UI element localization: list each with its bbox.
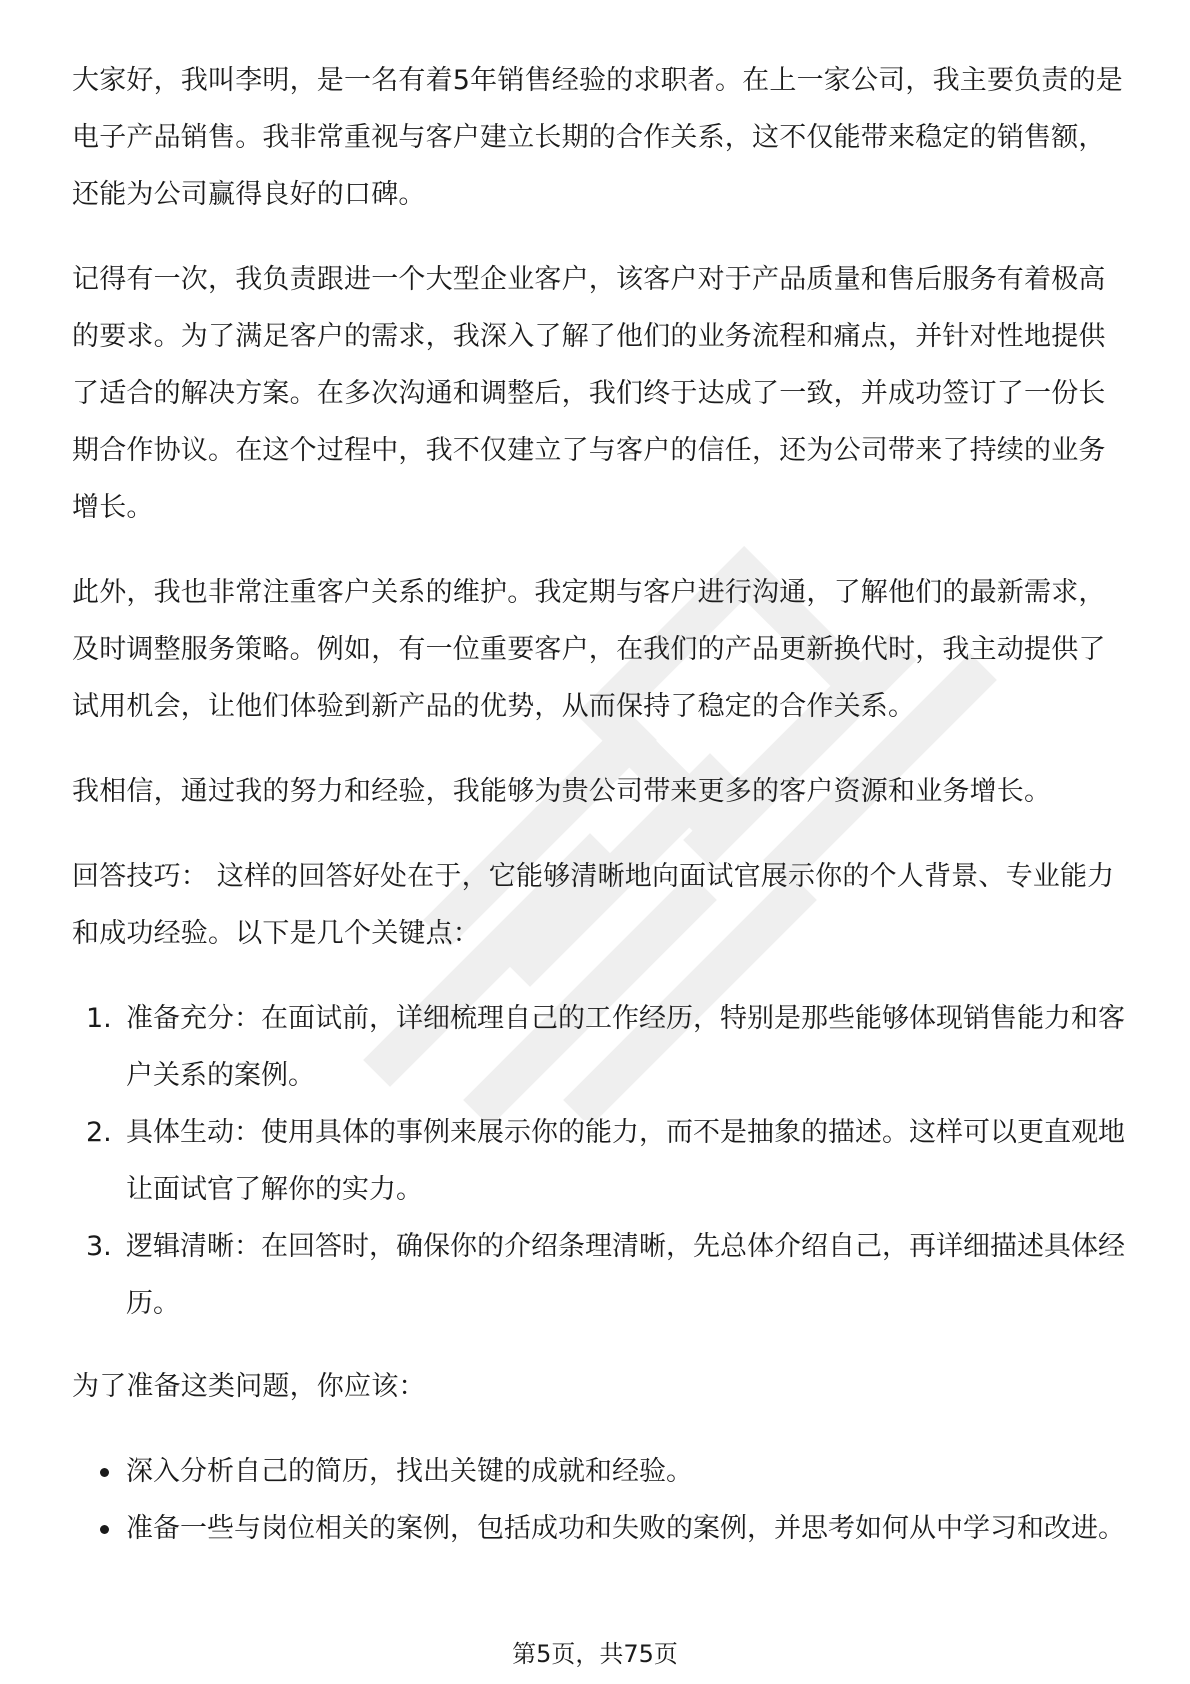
list-item-text: 准备充分：在面试前，详细梳理自己的工作经历，特别是那些能够体现销售能力和客户关系的案例。 xyxy=(126,1003,1125,1091)
prep-list xyxy=(72,1443,1128,1557)
list-item-text: 深入分析自己的简历，找出关键的成就和经验。 xyxy=(126,1456,693,1487)
list-item xyxy=(72,1218,1128,1332)
paragraph-story: 记得有一次，我负责跟进一个大型企业客户，该客户对于产品质量和售后服务有着极高的要求。为了满足客户的需求，我深入了解了他们的业务流程和痛点，并针对性地提供了适合的解决方案。在多次沟通和调整后，我们终于达成了一致，并成功签订了一份长期合作协议。在这个过程中，我不仅建立了与客户的信任，还为公司带来了持续的业务增长。 xyxy=(72,264,1106,523)
list-item-text: 准备一些与岗位相关的案例，包括成功和失败的案例，并思考如何从中学习和改进。 xyxy=(126,1513,1125,1544)
paragraph-prep-intro: 为了准备这类问题，你应该： xyxy=(72,1371,426,1402)
bullet-icon xyxy=(100,1468,109,1477)
page-number: 第5页，共75页 xyxy=(512,1640,678,1668)
paragraph-tips-intro: 回答技巧： 这样的回答好处在于，它能够清晰地向面试官展示你的个人背景、专业能力和成功经验。以下是几个关键点： xyxy=(72,861,1115,949)
list-item xyxy=(72,990,1128,1104)
list-item xyxy=(72,1104,1128,1218)
list-number: 3. xyxy=(86,1231,112,1262)
paragraph-intro: 大家好，我叫李明，是一名有着5年销售经验的求职者。在上一家公司，我主要负责的是电子产品销售。我非常重视与客户建立长期的合作关系，这不仅能带来稳定的销售额，还能为公司赢得良好的口碑。 xyxy=(72,65,1123,210)
list-item-text: 逻辑清晰：在回答时，确保你的介绍条理清晰，先总体介绍自己，再详细描述具体经历。 xyxy=(126,1231,1125,1319)
document-body xyxy=(72,52,1128,1557)
list-number: 2. xyxy=(86,1117,112,1148)
list-item-text: 具体生动：使用具体的事例来展示你的能力，而不是抽象的描述。这样可以更直观地让面试官了解你的实力。 xyxy=(126,1117,1125,1205)
tips-list xyxy=(72,990,1128,1332)
paragraph-maintenance: 此外，我也非常注重客户关系的维护。我定期与客户进行沟通，了解他们的最新需求，及时调整服务策略。例如，有一位重要客户，在我们的产品更新换代时，我主动提供了试用机会，让他们体验到新产品的优势，从而保持了稳定的合作关系。 xyxy=(72,577,1106,722)
list-number: 1. xyxy=(86,1003,112,1034)
list-item xyxy=(72,1443,1128,1500)
list-item xyxy=(72,1500,1128,1557)
bullet-icon xyxy=(100,1525,109,1534)
paragraph-conclusion: 我相信，通过我的努力和经验，我能够为贵公司带来更多的客户资源和业务增长。 xyxy=(72,776,1052,807)
